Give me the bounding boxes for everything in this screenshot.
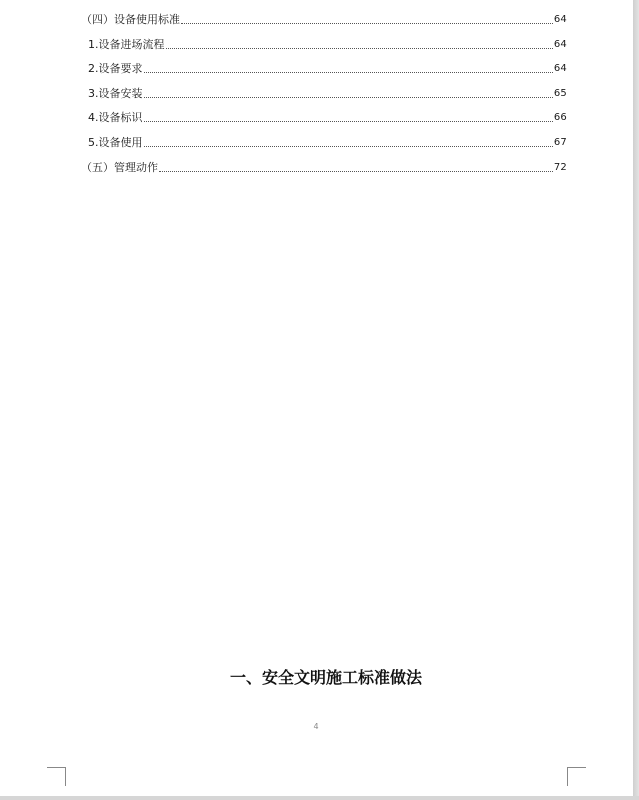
toc-entry-label: 5.设备使用 — [88, 136, 143, 149]
section-heading: 一、安全文明施工标准做法 — [229, 668, 422, 687]
toc-leader — [144, 72, 553, 73]
toc-leader — [181, 23, 553, 24]
page-number: 4 — [313, 722, 319, 731]
toc-entry[interactable] — [88, 60, 567, 76]
toc-entry-page: 72 — [553, 162, 567, 173]
toc-entry-label: 4.设备标识 — [88, 111, 143, 124]
page-shadow-right — [633, 0, 639, 800]
toc-entry-page: 65 — [553, 88, 567, 99]
toc-entry[interactable] — [81, 11, 567, 27]
toc-entry-label: 1.设备进场流程 — [88, 38, 165, 51]
crop-mark-left — [47, 767, 66, 786]
toc-entry-label: 3.设备安装 — [88, 87, 143, 100]
toc-entry-page: 64 — [553, 39, 567, 50]
toc-entry-page: 64 — [553, 63, 567, 74]
crop-mark-right — [567, 767, 586, 786]
toc-entry-label: （五）管理动作 — [81, 161, 158, 174]
toc-entry-label: （四）设备使用标准 — [81, 13, 180, 26]
toc-leader — [144, 97, 553, 98]
toc-leader — [166, 48, 553, 49]
page-shadow-bottom — [0, 796, 639, 800]
toc-entry[interactable] — [81, 159, 567, 175]
toc-leader — [159, 171, 553, 172]
toc-entry[interactable] — [88, 134, 567, 150]
toc-entry-page: 67 — [553, 137, 567, 148]
toc-entry[interactable] — [88, 85, 567, 101]
toc-leader — [144, 146, 553, 147]
toc-entry-label: 2.设备要求 — [88, 62, 143, 75]
toc-leader — [144, 121, 553, 122]
toc-entry-page: 64 — [553, 14, 567, 25]
toc-entry[interactable] — [88, 36, 567, 52]
toc-entry-page: 66 — [553, 112, 567, 123]
toc-entry[interactable] — [88, 109, 567, 125]
